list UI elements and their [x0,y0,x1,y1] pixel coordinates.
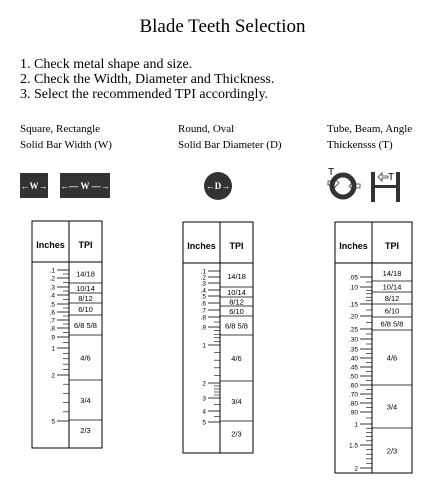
step-3: 3. Select the recommended TPI accordingly. [20,87,269,102]
tpi-chart-square [31,220,103,480]
inch-label: .7 [49,317,55,325]
tpi-header: TPI [384,241,400,251]
inch-label: .3 [200,280,206,288]
inch-label: 1 [51,345,55,353]
inch-label: .6 [200,300,206,308]
inch-label: .2 [200,274,206,282]
inch-label: .5 [49,301,55,309]
chart-frame [335,222,412,473]
tpi-band-label: 6/10 [384,306,400,316]
inch-label: .15 [348,301,358,309]
tpi-band-label: 6/10 [229,307,244,316]
inch-label: .4 [49,292,55,300]
tpi-chart-tube [334,221,413,480]
tpi-band-label: 14/18 [382,269,402,278]
tpi-band-label: 6/10 [78,305,93,314]
instruction-steps [20,57,274,102]
inch-label: 1.5 [348,442,358,450]
tpi-band-label: 3/4 [231,397,242,406]
inches-header: Inches [187,241,216,251]
inch-label: 3 [202,395,206,403]
category-square-line1: Square, Rectangle [20,123,101,135]
tpi-band-label: 3/4 [386,402,398,412]
tpi-band-label: 8/12 [229,297,244,307]
tpi-band-label: 4/6 [386,353,398,363]
tpi-band-label: 3/4 [80,396,91,405]
inch-label: .60 [348,382,358,390]
category-round-line2: Solid Bar Diameter (D) [178,139,282,151]
page-title: Blade Teeth Selection [139,16,306,37]
inch-label: .80 [348,400,358,408]
inch-label: 2 [354,465,358,473]
inch-label: .20 [348,313,358,321]
inch-label: .25 [348,326,358,334]
tpi-band-label: 2/3 [386,446,398,456]
inch-label: .50 [348,373,358,381]
tpi-band-label: 4/6 [231,354,242,363]
tpi-band-label: 8/12 [78,294,93,303]
inch-label: .7 [200,307,206,315]
inch-label: .40 [348,355,358,363]
inch-label: .9 [200,324,206,332]
inch-label: .4 [200,287,206,295]
tpi-band-label: 6/8 5/8 [225,321,248,331]
step-1: 1. Check metal shape and size. [20,57,193,72]
inch-label: .05 [348,274,358,282]
tpi-band-label: 14/18 [76,269,95,279]
beam-thickness-label: T [388,172,395,183]
category-tube-line1: Tube, Beam, Angle [327,123,413,135]
inches-header: Inches [339,241,368,251]
square-bar-icon: ← W → [20,173,48,198]
inch-label: .8 [200,314,206,322]
inch-label: 4 [202,408,206,416]
step-2: 2. Check the Width, Diameter and Thickness. [20,72,275,87]
inch-label: .3 [49,284,55,292]
category-square [20,121,112,153]
tpi-band-label: 14/18 [227,272,246,281]
inch-label: 2 [51,372,55,380]
inch-label: .1 [49,267,55,275]
tpi-band-label: 10/14 [382,282,402,292]
inch-label: 1 [202,342,206,350]
round-bar-icon: ← D → [204,172,232,200]
inch-label: .30 [348,336,358,344]
inch-label: .90 [348,409,358,417]
inch-label: .9 [49,334,55,342]
inch-label: 1 [354,421,358,429]
inch-label: 2 [202,380,206,388]
tpi-band-label: 10/14 [76,284,95,293]
inch-label: .2 [49,275,55,283]
inch-label: .5 [200,293,206,301]
inch-label: .1 [200,268,206,276]
category-tube [327,121,412,153]
tpi-header: TPI [229,241,244,251]
inch-label: .70 [348,391,358,399]
rectangle-bar-icon: ←— W —→ [60,173,110,198]
category-round-line1: Round, Oval [178,123,235,135]
tube-thickness-label: T [328,167,335,178]
category-square-line2: Solid Bar Width (W) [20,139,112,151]
tpi-chart-round [182,221,254,480]
tpi-header: TPI [78,240,93,250]
tube-beam-icon [324,166,414,206]
tpi-band-label: 10/14 [227,288,246,297]
tpi-band-label: 6/8 5/8 [74,321,97,330]
inch-label: 5 [51,418,55,426]
inch-label: .10 [348,284,358,292]
category-round [178,121,282,153]
inch-label: .45 [348,364,358,372]
category-tube-line2: Thickensss (T) [327,139,393,151]
tpi-band-label: 2/3 [231,429,242,439]
tpi-band-label: 6/8 5/8 [380,319,404,329]
inches-header: Inches [36,240,65,250]
inch-label: 5 [202,419,206,427]
inch-label: .8 [49,325,55,333]
tpi-band-label: 2/3 [80,426,91,435]
tpi-band-label: 4/6 [80,353,91,363]
chart-frame [32,221,102,448]
tpi-band-label: 8/12 [384,294,400,303]
inch-label: .6 [49,309,55,317]
inch-label: .35 [348,346,358,354]
